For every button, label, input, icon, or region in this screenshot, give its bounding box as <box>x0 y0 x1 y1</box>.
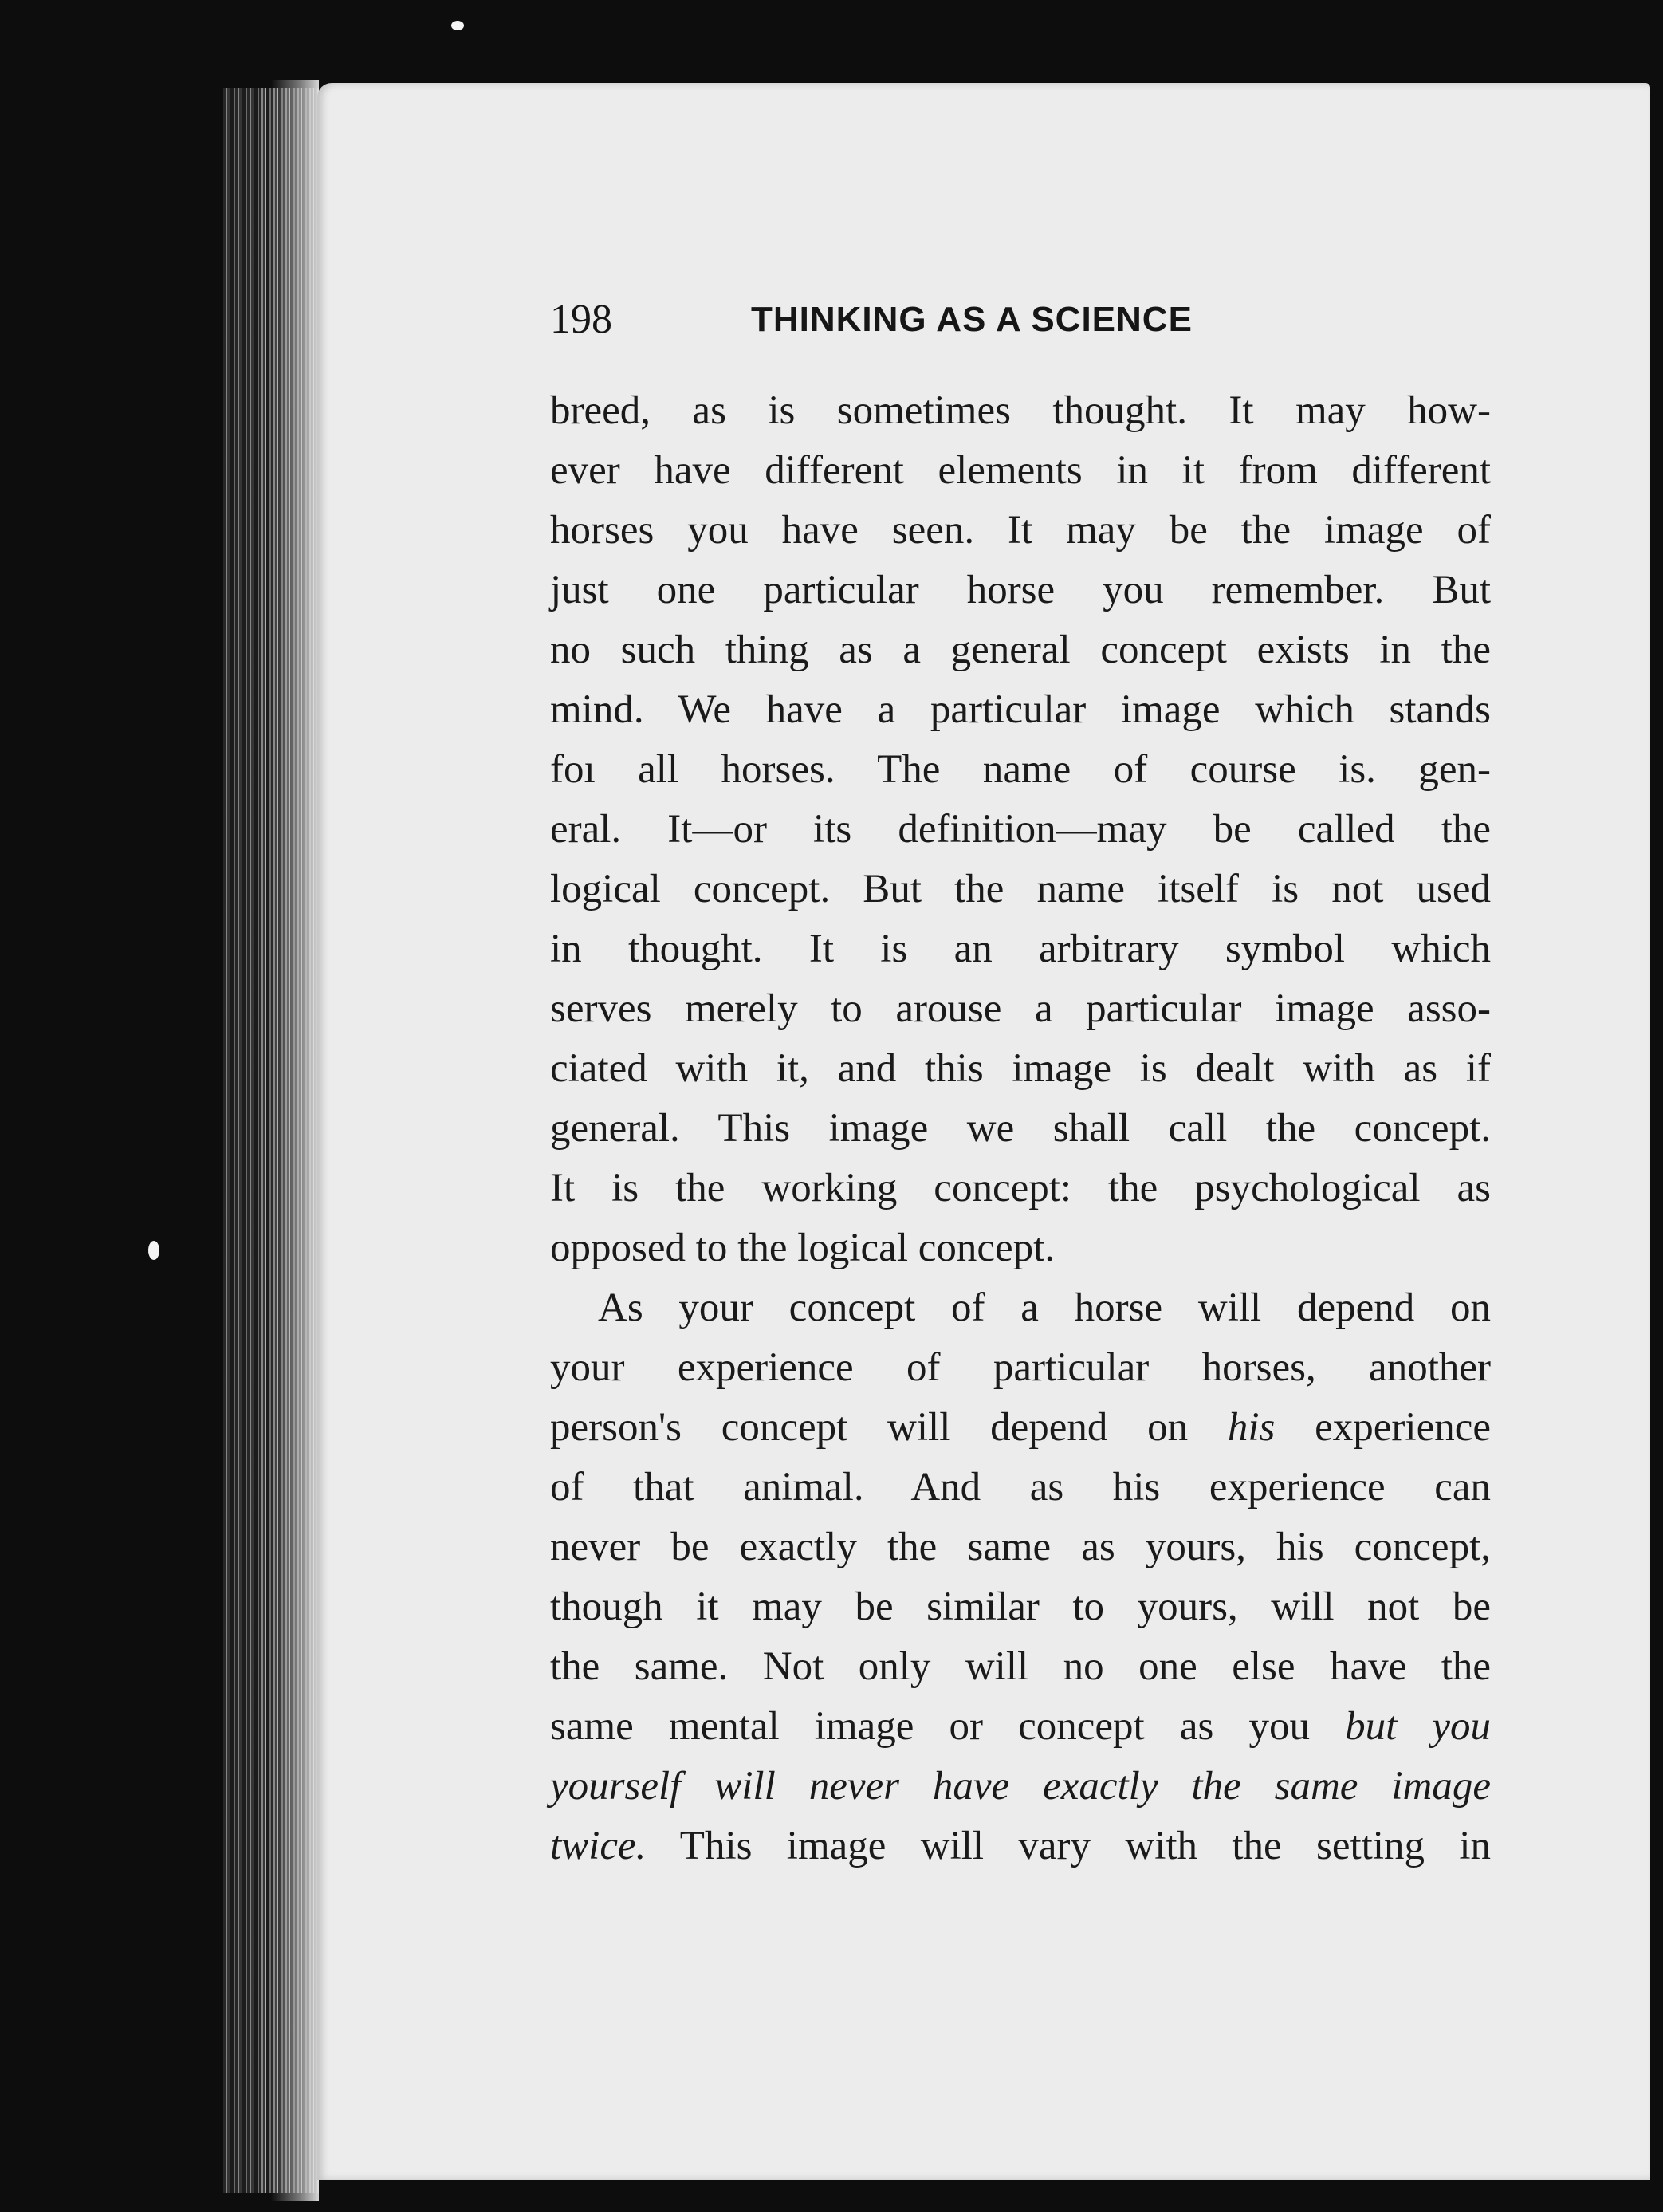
text-segment: person's concept will depend on <box>550 1405 1228 1450</box>
italic-segment: twice. <box>550 1824 647 1868</box>
text-line: though it may be similar to yours, will not be <box>550 1584 1491 1629</box>
text-line: the same. Not only will no one else have the <box>550 1644 1491 1689</box>
page-header <box>550 292 1507 348</box>
scan-speck <box>148 1241 159 1260</box>
text-segment: experience <box>1275 1405 1491 1450</box>
italic-segment: his <box>1227 1405 1276 1450</box>
text-line: foı all horses. The name of course is. gen- <box>550 747 1491 792</box>
text-line: general. This image we shall call the concept. <box>550 1106 1491 1151</box>
text-line: yourself will never have exactly the same image <box>550 1764 1491 1809</box>
text-segment: This image will vary with the setting in <box>646 1824 1491 1868</box>
text-line: ciated with it, and this image is dealt with as if <box>550 1046 1491 1091</box>
running-head: THINKING AS A SCIENCE <box>751 300 1193 339</box>
text-line <box>550 1697 1491 1757</box>
text-line: logical concept. But the name itself is not used <box>550 867 1491 911</box>
text-segment: same mental image or concept as you <box>550 1704 1346 1749</box>
page-gutter-shadow <box>271 80 319 2201</box>
text-line: never be exactly the same as yours, his concept, <box>550 1525 1491 1569</box>
body-text <box>550 381 1491 1876</box>
text-line <box>550 1398 1491 1458</box>
text-line: mind. We have a particular image which stands <box>550 687 1491 732</box>
text-line <box>550 1816 1491 1876</box>
text-line: horses you have seen. It may be the image of <box>550 508 1491 553</box>
text-line: your experience of particular horses, another <box>550 1345 1491 1390</box>
page-number: 198 <box>550 297 612 342</box>
text-line: opposed to the logical concept. <box>550 1226 1056 1270</box>
text-line: serves merely to arouse a particular image asso- <box>550 986 1491 1031</box>
scan-speck <box>451 21 464 30</box>
text-line: ever have different elements in it from different <box>550 448 1491 493</box>
text-line: just one particular horse you remember. But <box>550 568 1491 612</box>
text-line: no such thing as a general concept exists in the <box>550 628 1491 672</box>
text-line: breed, as is sometimes thought. It may how- <box>550 388 1491 433</box>
text-line: of that animal. And as his experience can <box>550 1465 1491 1509</box>
italic-segment: but you <box>1345 1704 1491 1749</box>
text-line: As your concept of a horse will depend on <box>598 1285 1491 1330</box>
text-line: It is the working concept: the psychological as <box>550 1166 1491 1210</box>
text-line: eral. It—or its definition—may be called the <box>550 807 1491 852</box>
text-line: in thought. It is an arbitrary symbol which <box>550 927 1491 971</box>
